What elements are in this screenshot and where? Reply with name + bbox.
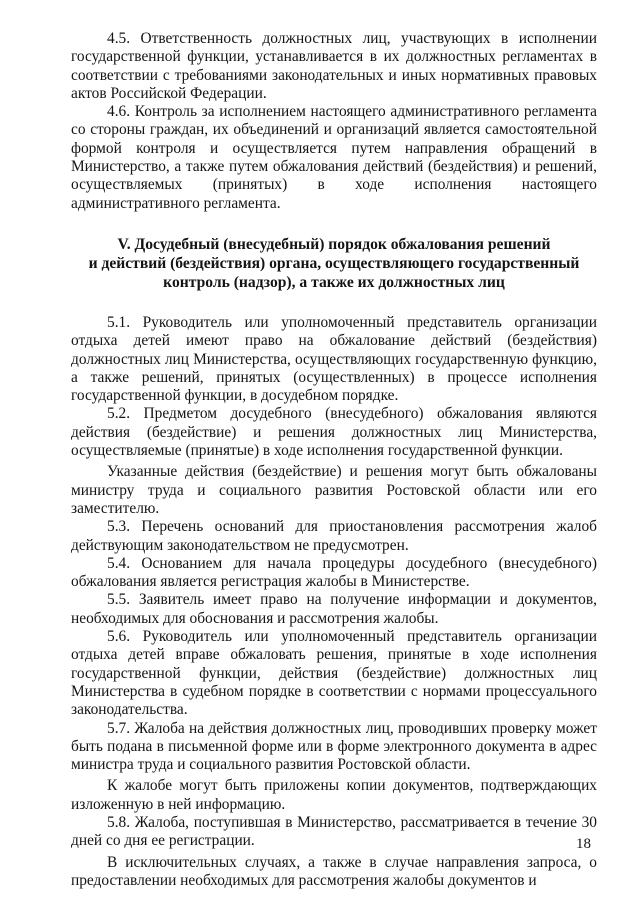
paragraph-5-5: 5.5. Заявитель имеет право на получение информации и документов, необходимых для обоснования и рассмотрения жалобы.	[71, 591, 597, 627]
paragraph-5-2-continued: Указанные действия (бездействие) и решения могут быть обжалованы министру труда и социального развития Ростовской области или его заместителю.	[71, 463, 597, 517]
paragraph-5-8-exceptions: В исключительных случаях, а также в случае направления запроса, о предоставлении необходимых для рассмотрения жалобы документов и	[71, 853, 597, 889]
section-heading-line-2: и действий (бездействия) органа, осуществляющего государственный	[88, 254, 580, 272]
paragraph-4-6: 4.6. Контроль за исполнением настоящего административного регламента со стороны граждан, их объединений и организаций является самостоятельной формой контроля и осуществляется путем направления обращений в Министерство, а также путем обжалования действий (бездействия) и решений, осуществляемых (принятых) в ходе исполнения настоящего административного регламента.	[71, 103, 597, 212]
paragraph-5-6: 5.6. Руководитель или уполномоченный представитель организации отдыха детей вправе обжаловать решения, принятые в ходе исполнения государственной функции, действия (бездействие) должностных лиц Министерства в судебном порядке в соответствии с нормами процессуального законодательства.	[71, 628, 597, 719]
paragraph-5-2: 5.2. Предметом досудебного (внесудебного) обжалования являются действия (бездействие) и решения должностных лиц Министерства, осуществляемые (принятые) в ходе исполнения государственной функции.	[71, 405, 597, 460]
section-heading	[71, 235, 597, 292]
paragraph-5-4: 5.4. Основанием для начала процедуры досудебного (внесудебного) обжалования является регистрация жалобы в Министерстве.	[71, 554, 597, 591]
page-body	[71, 30, 597, 890]
paragraph-5-8: 5.8. Жалоба, поступившая в Министерство, рассматривается в течение 30 дней со дня ее регистрации.	[71, 813, 597, 850]
paragraph-5-3: 5.3. Перечень оснований для приостановления рассмотрения жалоб действующим законодательством не предусмотрен.	[71, 518, 597, 554]
paragraph-5-1: 5.1. Руководитель или уполномоченный представитель организации отдыха детей имеют право на обжалование действий (бездействия) должностных лиц Министерства, осуществляющих государственную функцию, а также решений, принятых (осуществленных) в процессе исполнения государственной функции, в досудебном порядке.	[71, 313, 597, 405]
paragraph-5-7-attachments: К жалобе могут быть приложены копии документов, подтверждающих изложенную в ней информацию.	[71, 777, 597, 813]
paragraph-4-5: 4.5. Ответственность должностных лиц, участвующих в исполнении государственной функции, устанавливается в их должностных регламентах в соответствии с требованиями законодательных и иных нормативных правовых актов Российской Федерации.	[71, 30, 597, 102]
page-number: 18	[576, 836, 591, 852]
section-heading-line-1: V. Досудебный (внесудебный) порядок обжалования решений	[117, 235, 551, 253]
paragraph-5-7: 5.7. Жалоба на действия должностных лиц, проводивших проверку может быть подана в письменной форме или в форме электронного документа в адрес министра труда и социального развития Ростовской области.	[71, 719, 597, 774]
section-heading-line-3: контроль (надзор), а также их должностных лиц	[163, 273, 505, 291]
